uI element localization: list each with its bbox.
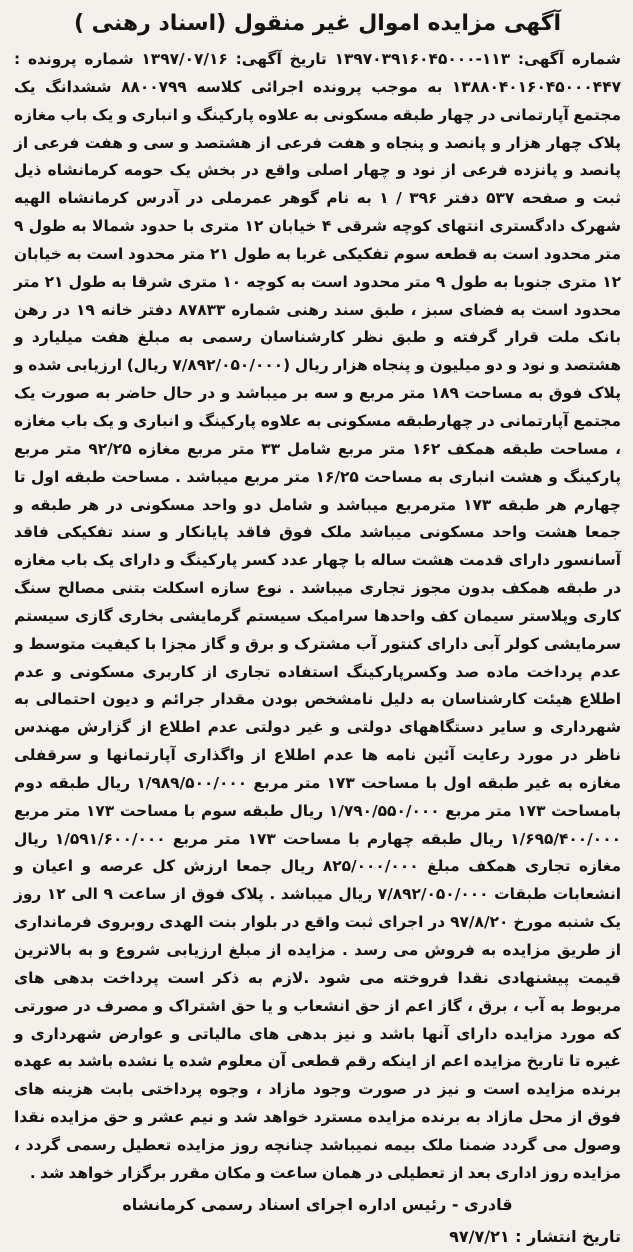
notice-body xyxy=(14,46,621,1188)
notice-signature: قادری - رئیس اداره اجرای اسناد رسمی کرمانشاه xyxy=(122,1194,513,1214)
notice-title: آگهی مزایده اموال غیر منقول (اسناد رهنی ) xyxy=(73,11,562,36)
publication-date: تاریخ انتشار : ۹۷/۷/۲۱ xyxy=(449,1226,621,1246)
notice-body-paragraph: شماره آگهی: ۱۱۳-۱۳۹۷۰۳۹۱۶۰۴۵۰۰۰ تاریخ آگهی: ۱۳۹۷/۰۷/۱۶ شماره پرونده : ۱۳۸۸۰۴۰۱۶۰۴۵۰۰۰۴۴۷ به موجب پرونده اجرائی کلاسه ۸۸۰۰۷۹۹ ششدانگ یک مجتمع آپارتمانی در چهار طبقه مسکونی به علاوه پارکینگ و انباری و یک باب مغازه پلاک چهار هزار و پانصد و پنجاه و هفت فرعی از هشتصد و سی و هفت فرعی از پانصد و پانزده فرعی از نود و چهار اصلی واقع در بخش یک حومه کرمانشاه ذیل ثبت و صفحه ۵۳۷ دفتر ۳۹۶ / ۱ به نام گوهر عمرملی در آدرس کرمانشاه الهیه شهرک دادگستری انتهای کوچه شرقی ۴ خیابان ۱۲ متری با حدود شمالا به طول ۹ متر محدود است به قطعه سوم تفکیکی غربا به طول ۲۱ متر محدود است به خیابان ۱۲ متری جنوبا به طول ۹ متر محدود است به کوچه ۱۰ متری شرقا به طول ۲۱ متر محدود است به فضای سبز ، طبق سند رهنی شماره ۸۷۸۳۳ دفتر خانه ۱۹ در رهن بانک ملت قرار گرفته و طبق نظر کارشناسان رسمی به مبلغ هفت میلیارد و هشتصد و نود و دو میلیون و پنجاه هزار ریال (۷/۸۹۲/۰۵۰/۰۰۰ ریال) ارزیابی شده و پلاک فوق به مساحت ۱۸۹ متر مربع و سه بر میباشد و در حال حاضر به صورت یک مجتمع آپارتمانی در چهارطبقه مسکونی به علاوه پارکینگ و انباری و یک باب مغازه ، مساحت طبقه همکف ۱۶۲ متر مربع شامل ۳۳ متر مربع مغازه ۹۲/۲۵ متر مربع پارکینگ و هشت انباری به مساحت ۱۶/۲۵ متر مربع میباشد . مساحت طبقه اول تا چهارم هر طبقه ۱۷۳ مترمربع میباشد و شامل دو واحد مسکونی در هر طبقه و جمعا هشت واحد مسکونی میباشد ملک فوق فاقد پایانکار و سند تفکیکی فاقد آسانسور دارای قدمت هشت ساله با چهار عدد کسر پارکینگ و دارای یک باب مغازه در طبقه همکف بدون مجوز تجاری میباشد . نوع سازه اسکلت بتنی مصالح سنگ کاری وپلاستر سیمان کف واحدها سرامیک سیستم گرمایشی بخاری گازی سیستم سرمایشی کولر آبی دارای کنتور آب مشترک و برق و گاز مجزا با کیفیت متوسط و عدم پرداخت ماده صد وکسرپارکینگ استفاده تجاری از کاربری مسکونی و عدم اطلاع هیئت کارشناسان به دلیل نامشخص بودن مقدار جرائم و دیون احتمالی به شهرداری و سایر دستگاههای دولتی و غیر دولتی عدم اطلاع از گزارش مهندس ناظر در مورد رعایت آئین نامه ها عدم اطلاع از واگذاری آپارتمانها و سرقفلی مغازه به غیر طبقه اول با مساحت ۱۷۳ متر مربع ۱/۹۸۹/۵۰۰/۰۰۰ ریال طبقه دوم بامساحت ۱۷۳ متر مربع ۱/۷۹۰/۵۵۰/۰۰۰ ریال طبقه سوم با مساحت ۱۷۳ متر مربع ۱/۶۹۵/۴۰۰/۰۰۰ ریال طبقه چهارم با مساحت ۱۷۳ متر مربع ۱/۵۹۱/۶۰۰/۰۰۰ ریال مغازه تجاری همکف مبلغ ۸۲۵/۰۰۰/۰۰۰ ریال جمعا ارزش کل عرصه و اعیان و انشعابات طبقات ۷/۸۹۲/۰۵۰/۰۰۰ ریال میباشد . پلاک فوق از ساعت ۹ الی ۱۲ روز یک شنبه مورخ ۹۷/۸/۲۰ در اجرای ثبت واقع در بلوار بنت الهدی روبروی فرمانداری از طریق مزایده به فروش می رسد . مزایده از مبلغ ارزیابی شروع و به بالاترین قیمت پیشنهادی نقدا فروخته می شود .لازم به ذکر است پرداخت بدهی های مربوط به آب ، برق ، گاز اعم از حق انشعاب و یا حق اشتراک و مصرف در صورتی که مورد مزایده دارای آنها باشد و نیز بدهی های مالیاتی و عوارض شهرداری و غیره تا تاریخ مزایده اعم از اینکه رقم قطعی آن معلوم شده یا نشده باشد به عهده برنده مزایده است و نیز در صورت وجود مازاد ، وجوه پرداختی بابت هزینه های فوق از محل مازاد به برنده مزایده مسترد خواهد شد و نیم عشر و حق مزایده نقدا وصول می گردد ضمنا ملک بیمه نمیباشد چنانچه روز مزایده تعطیل رسمی گردد ، مزایده روز اداری بعد از تعطیلی در همان ساعت و مکان مقرر برگزار خواهد شد . xyxy=(14,50,622,1182)
